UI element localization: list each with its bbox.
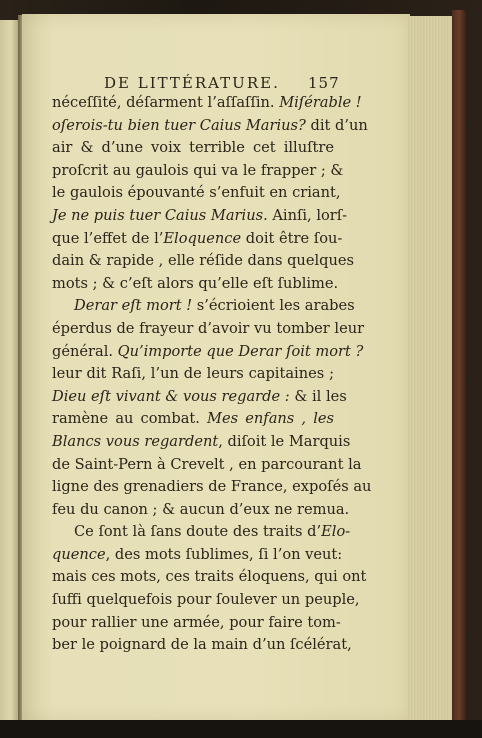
text-line xyxy=(52,589,360,612)
text-segment: ramène au combat. xyxy=(52,410,208,428)
text-line xyxy=(52,566,367,589)
text-line xyxy=(52,408,334,431)
text-line xyxy=(52,363,334,386)
italic-text: oſerois-tu bien tuer Caius Marius? xyxy=(52,116,306,134)
text-segment: mots ; & c’eſt alors qu’elle eſt ſublime. xyxy=(52,274,339,292)
text-line xyxy=(52,431,351,454)
italic-text: Je ne puis tuer Caius Marius. xyxy=(52,206,268,224)
text-line xyxy=(52,499,350,522)
text-line xyxy=(52,250,354,273)
text-line xyxy=(52,612,341,635)
text-line xyxy=(52,273,339,296)
text-segment: éperdus de frayeur d’avoir vu tomber leur xyxy=(52,319,365,337)
text-segment: s’écrioient les arabes xyxy=(192,297,355,315)
text-segment: & il les xyxy=(289,387,347,405)
italic-text: Eloquence xyxy=(163,229,242,247)
text-line xyxy=(52,182,341,205)
bottom-shadow xyxy=(0,720,482,738)
text-line xyxy=(52,205,348,228)
text-line xyxy=(52,295,355,318)
text-line xyxy=(52,521,351,544)
text-segment: , des mots ſublimes, ſi l’on veut: xyxy=(105,545,343,563)
text-line xyxy=(52,386,347,409)
text-segment: dain & rapide , elle réſide dans quelques xyxy=(52,252,354,270)
text-segment: de Saint-Pern à Crevelt , en parcourant la xyxy=(52,455,362,473)
running-header xyxy=(100,74,340,94)
text-segment: mais ces mots, ces traits éloquens, qui ont xyxy=(52,568,367,586)
running-title: DE LITTÉRATURE. xyxy=(104,74,280,92)
italic-text: quence xyxy=(52,545,106,563)
text-segment: Ainſi, lorſ- xyxy=(267,206,348,224)
text-segment: doit être ſou- xyxy=(241,229,343,247)
italic-text: Elo- xyxy=(321,523,351,541)
text-segment: général. xyxy=(52,342,118,360)
text-line xyxy=(52,634,352,657)
text-segment: ſuffi quelquefois pour ſoulever un peuple, xyxy=(52,591,360,609)
text-line xyxy=(52,341,364,364)
italic-text: Dieu eſt vivant & vous regarde : xyxy=(52,387,290,405)
text-segment: le gaulois épouvanté s’enfuit en criant, xyxy=(52,184,341,202)
page-number: 157 xyxy=(308,74,340,92)
text-segment: ligne des grenadiers de France, expoſés au xyxy=(52,478,372,496)
text-segment: proſcrit au gaulois qui va le frapper ; & xyxy=(52,161,344,179)
italic-text: Blancs vous regardent xyxy=(52,432,219,450)
book-cover-edge xyxy=(452,10,466,722)
text-segment: Ce ſont là ſans doute des traits d’ xyxy=(74,523,322,541)
text-segment: dit d’un xyxy=(305,116,368,134)
text-segment: leur dit Raſi, l’un de leurs capitaines ; xyxy=(52,365,334,383)
left-page-edge xyxy=(0,20,19,720)
text-segment: , diſoit le Marquis xyxy=(218,432,351,450)
text-line xyxy=(52,476,372,499)
text-line xyxy=(52,137,334,160)
text-segment: ber le poignard de la main d’un ſcélérat, xyxy=(52,636,352,654)
italic-text: Derar eſt mort ! xyxy=(74,297,193,315)
italic-text: Qu’importe que Derar ſoit mort ? xyxy=(117,342,364,360)
text-line xyxy=(52,544,343,567)
body-text xyxy=(52,92,372,657)
page-edges xyxy=(408,16,454,722)
text-segment: air & d’une voix terrible cet illuſtre xyxy=(52,139,334,157)
text-line xyxy=(52,92,362,115)
text-segment: pour rallier une armée, pour faire tom- xyxy=(52,613,341,631)
text-segment: que l’effet de l’ xyxy=(52,229,164,247)
text-segment: feu du canon ; & aucun d’eux ne remua. xyxy=(52,500,350,518)
text-segment: néceſſité, déſarment l’aſſaſſin. xyxy=(52,94,280,111)
italic-text: Mes enfans , les xyxy=(207,410,334,428)
text-line xyxy=(52,454,362,477)
text-line xyxy=(52,115,368,138)
text-line xyxy=(52,160,344,183)
text-line xyxy=(52,228,343,251)
italic-text: Miſérable ! xyxy=(279,94,362,111)
text-line xyxy=(52,318,365,341)
